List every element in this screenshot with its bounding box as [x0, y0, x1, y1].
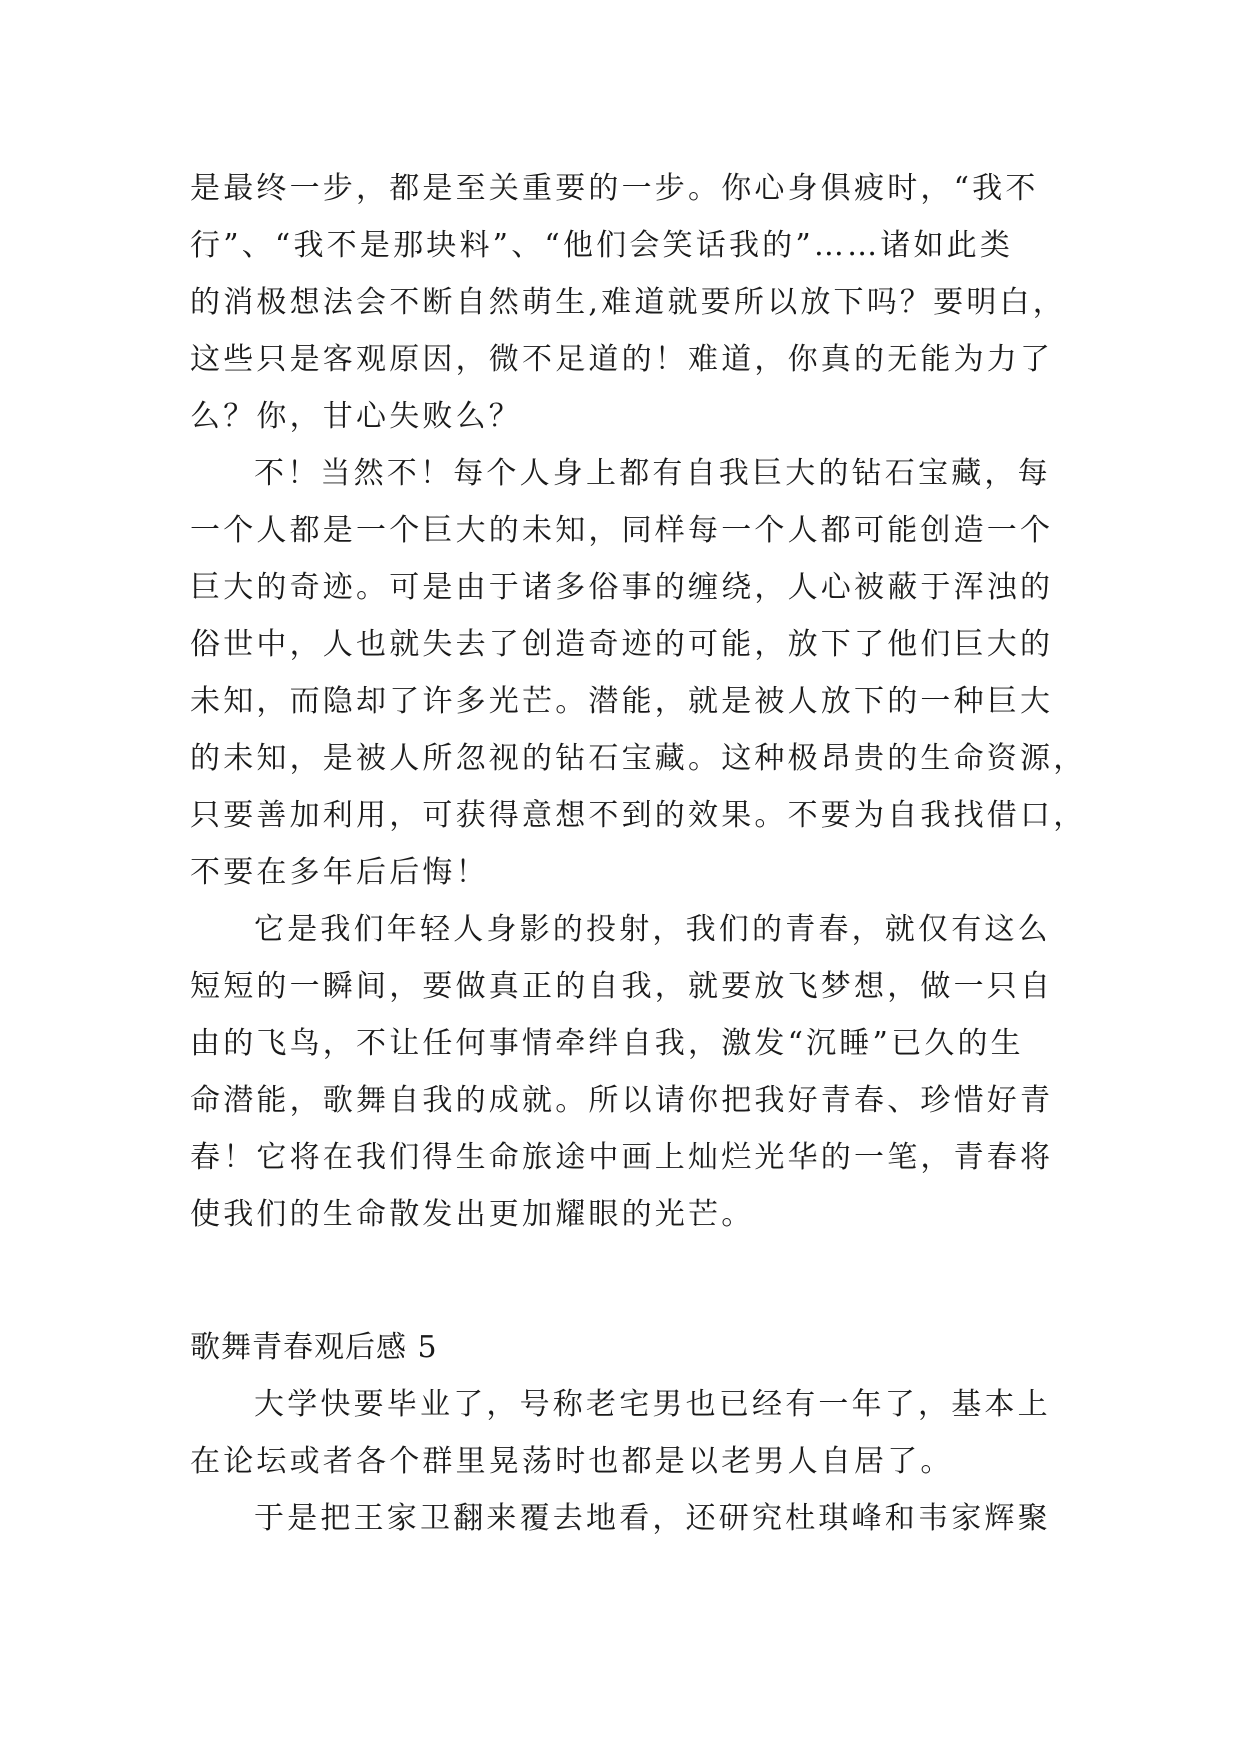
text-line: 春！它将在我们得生命旅途中画上灿烂光华的一笔，青春将: [190, 1140, 1054, 1175]
text-line: 它是我们年轻人身影的投射，我们的青春，就仅有这么: [254, 912, 1051, 947]
section-title: 歌舞青春观后感 5: [190, 1330, 438, 1365]
text-line: 俗世中，人也就失去了创造奇迹的可能，放下了他们巨大的: [190, 627, 1054, 662]
text-line: 大学快要毕业了，号称老宅男也已经有一年了，基本上: [254, 1387, 1051, 1422]
text-line: 是最终一步，都是至关重要的一步。你心身俱疲时，“我不: [190, 171, 1039, 206]
text-line: 么？你，甘心失败么？: [190, 399, 522, 434]
paragraph-2: [190, 445, 1090, 901]
section-spacer: [190, 1243, 1090, 1319]
text-line: 于是把王家卫翻来覆去地看，还研究杜琪峰和韦家辉聚: [254, 1501, 1051, 1536]
paragraph-5: [190, 1490, 1090, 1547]
text-line: 这些只是客观原因，微不足道的！难道，你真的无能为力了: [190, 342, 1054, 377]
text-line: 使我们的生命散发出更加耀眼的光芒。: [190, 1197, 755, 1232]
text-line: 不要在多年后后悔！: [190, 855, 489, 890]
text-line: 由的飞鸟，不让任何事情牵绊自我，激发“沉睡”已久的生: [190, 1026, 1024, 1061]
document-body: [190, 160, 1090, 1547]
text-line: 的消极想法会不断自然萌生,难道就要所以放下吗？要明白，: [190, 285, 1066, 320]
paragraph-1: [190, 160, 1090, 445]
text-line: 只要善加利用，可获得意想不到的效果。不要为自我找借口，: [190, 798, 1087, 833]
text-line: 巨大的奇迹。可是由于诸多俗事的缠绕，人心被蔽于浑浊的: [190, 570, 1054, 605]
text-line: 在论坛或者各个群里晃荡时也都是以老男人自居了。: [190, 1444, 954, 1479]
text-line: 的未知，是被人所忽视的钻石宝藏。这种极昂贵的生命资源，: [190, 741, 1087, 776]
text-line: 未知，而隐却了许多光芒。潜能，就是被人放下的一种巨大: [190, 684, 1054, 719]
paragraph-3: [190, 901, 1090, 1243]
paragraph-4: [190, 1376, 1090, 1490]
text-line: 命潜能，歌舞自我的成就。所以请你把我好青春、珍惜好青: [190, 1083, 1054, 1118]
text-line: 不！当然不！每个人身上都有自我巨大的钻石宝藏，每: [254, 456, 1051, 491]
text-line: 短短的一瞬间，要做真正的自我，就要放飞梦想，做一只自: [190, 969, 1054, 1004]
text-line: 一个人都是一个巨大的未知，同样每一个人都可能创造一个: [190, 513, 1054, 548]
text-line: 行”、“我不是那块料”、“他们会笑话我的”……诸如此类: [190, 228, 1014, 263]
